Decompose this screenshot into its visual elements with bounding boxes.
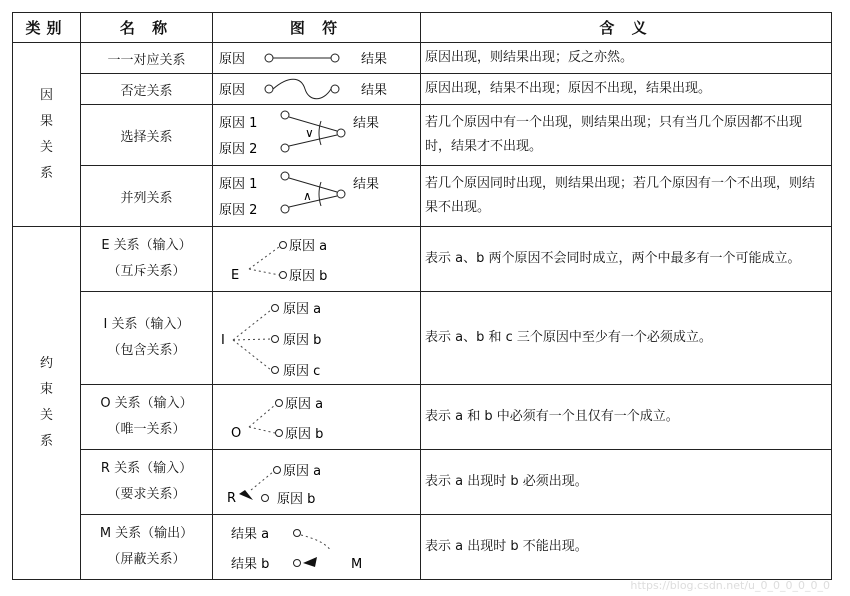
cause-label: 原因 (219, 83, 246, 98)
relation-meaning: 若几个原因中有一个出现，则结果出现；只有当几个原因都不出现时，结果才不出现。 (421, 105, 832, 166)
table-row (13, 292, 832, 385)
effect-label: 结果 a (231, 527, 270, 542)
relation-name: 并列关系 (81, 166, 213, 227)
cause-label: 原因 1 (219, 116, 258, 131)
cause-label: 原因 2 (219, 142, 258, 157)
cause-label: 原因 (219, 52, 246, 67)
category-constraint: 约 束 关 系 (13, 227, 81, 580)
table-row (13, 105, 832, 166)
table-row (13, 385, 832, 450)
relation-symbol (213, 166, 421, 227)
cause-label: 原因 a (285, 397, 324, 412)
header-name: 名 称 (81, 13, 213, 43)
table-row (13, 450, 832, 515)
effect-label: 结果 (361, 52, 388, 67)
table-row (13, 74, 832, 105)
relation-symbol (213, 105, 421, 166)
relation-symbol (213, 450, 421, 515)
header-category: 类别 (13, 13, 81, 43)
header-row (13, 13, 832, 43)
effect-label: 结果 b (231, 557, 270, 572)
relation-meaning: 表示 a 出现时 b 必须出现。 (421, 450, 832, 515)
relation-symbol (213, 227, 421, 292)
relation-meaning: 原因出现，结果不出现；原因不出现，结果出现。 (421, 74, 832, 105)
cause-label: 原因 b (277, 492, 316, 507)
cause-label: 原因 a (289, 239, 328, 254)
relation-name: M 关系（输出） （屏蔽关系） (81, 515, 213, 580)
relation-name: 一一对应关系 (81, 43, 213, 74)
relation-letter: M (351, 557, 363, 572)
relation-letter: I (221, 333, 225, 348)
table-row (13, 166, 832, 227)
table-row (13, 515, 832, 580)
cause-label: 原因 b (285, 427, 324, 442)
relation-letter: R (227, 491, 237, 506)
cause-label: 原因 1 (219, 177, 258, 192)
relation-meaning: 原因出现，则结果出现；反之亦然。 (421, 43, 832, 74)
relation-symbol (213, 43, 421, 74)
cause-label: 原因 b (283, 333, 322, 348)
cause-label: 原因 a (283, 464, 322, 479)
effect-label: 结果 (353, 116, 380, 131)
cause-label: 原因 b (289, 269, 328, 284)
relation-meaning: 表示 a 和 b 中必须有一个且仅有一个成立。 (421, 385, 832, 450)
table-row (13, 43, 832, 74)
relation-meaning: 表示 a、b 两个原因不会同时成立，两个中最多有一个可能成立。 (421, 227, 832, 292)
relation-letter: O (231, 426, 242, 441)
relation-letter: E (231, 268, 240, 283)
cause-label: 原因 c (283, 364, 321, 379)
relation-name: I 关系（输入） （包含关系） (81, 292, 213, 385)
effect-label: 结果 (361, 83, 388, 98)
table-row (13, 227, 832, 292)
relation-symbol (213, 292, 421, 385)
relation-meaning: 表示 a、b 和 c 三个原因中至少有一个必须成立。 (421, 292, 832, 385)
and-mark: ∧ (303, 189, 312, 203)
watermark: https://blog.csdn.net/u_0_0_0_0_0_0 (630, 579, 830, 592)
header-meaning: 含 义 (421, 13, 832, 43)
relation-name: E 关系（输入） （互斥关系） (81, 227, 213, 292)
relation-meaning: 表示 a 出现时 b 不能出现。 (421, 515, 832, 580)
relation-name: 选择关系 (81, 105, 213, 166)
relation-meaning: 若几个原因同时出现，则结果出现；若几个原因有一个不出现，则结果不出现。 (421, 166, 832, 227)
relation-symbol (213, 74, 421, 105)
cause-label: 原因 a (283, 302, 322, 317)
or-mark: ∨ (305, 126, 314, 140)
relation-symbol (213, 385, 421, 450)
relation-symbol (213, 515, 421, 580)
relation-name: O 关系（输入） （唯一关系） (81, 385, 213, 450)
effect-label: 结果 (353, 177, 380, 192)
relation-name: R 关系（输入） （要求关系） (81, 450, 213, 515)
cause-effect-table (12, 12, 832, 580)
relation-name: 否定关系 (81, 74, 213, 105)
category-causal: 因 果 关 系 (13, 43, 81, 227)
header-symbol: 图 符 (213, 13, 421, 43)
cause-label: 原因 2 (219, 203, 258, 218)
